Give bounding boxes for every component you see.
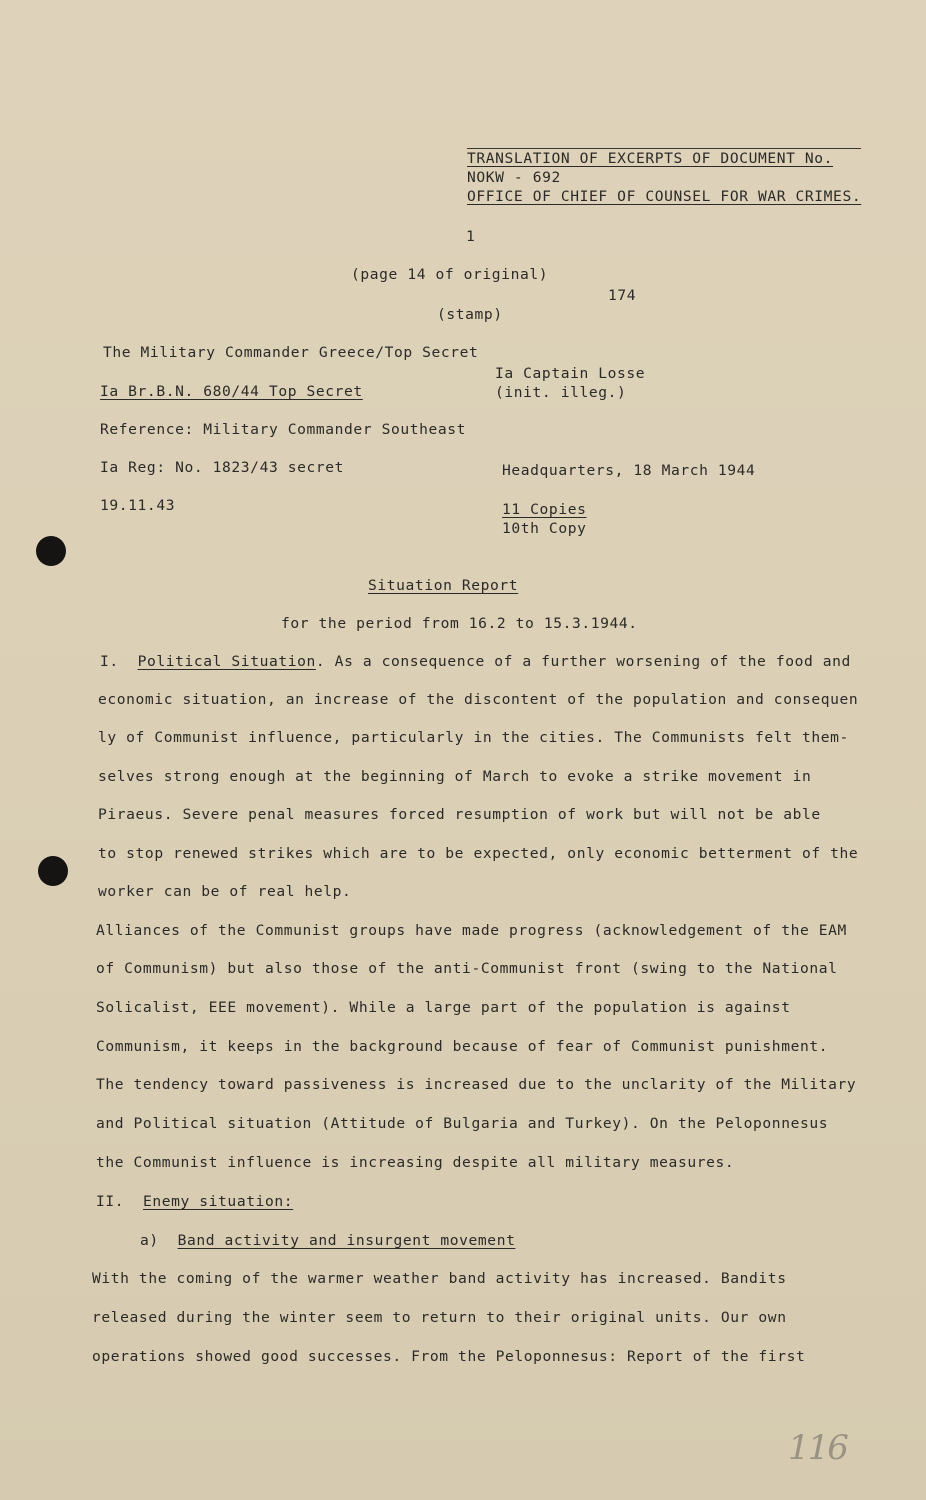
section-1-line-12: and Political situation (Attitude of Bulgaria and Turkey). On the Peloponnesus — [96, 1115, 829, 1132]
section-2-subheading: Band activity and insurgent movement — [177, 1232, 516, 1249]
header-line-1: TRANSLATION OF EXCERPTS OF DOCUMENT No. — [467, 150, 834, 167]
hq-date: Headquarters, 18 March 1944 — [502, 462, 756, 479]
page-of-original: (page 14 of original) — [351, 266, 549, 283]
section-2-subheading-line — [140, 1232, 515, 1250]
copy-number: 10th Copy — [502, 520, 587, 537]
pencil-page-mark: 116 — [788, 1428, 847, 1468]
section-1-line-2: ly of Communist influence, particularly in the cities. The Communists felt them- — [98, 729, 849, 746]
section-1-numeral: I. — [100, 653, 119, 670]
section-1-line-4: Piraeus. Severe penal measures forced resumption of work but will not be able — [98, 806, 821, 823]
section-1-heading: Political Situation — [137, 653, 316, 670]
copies: 11 Copies — [502, 501, 587, 518]
section-1-line-11: The tendency toward passiveness is increased due to the unclarity of the Military — [96, 1076, 857, 1093]
section-2-heading: Enemy situation: — [142, 1193, 294, 1210]
ref-date: 19.11.43 — [100, 497, 176, 514]
section-1-line-6: worker can be of real help. — [98, 883, 352, 900]
captain-line-1: Ia Captain Losse — [495, 365, 646, 382]
section-2-heading-line — [96, 1193, 293, 1211]
punch-hole-top — [36, 536, 66, 566]
header-line-3: OFFICE OF CHIEF OF COUNSEL FOR WAR CRIMES. — [467, 188, 862, 205]
section-2-line-2: operations showed good successes. From the Peloponnesus: Report of the first — [92, 1348, 806, 1365]
section-2-line-0: With the coming of the warmer weather band activity has increased. Bandits — [92, 1270, 787, 1287]
captain-line-2: (init. illeg.) — [495, 384, 627, 401]
section-2-sub-label: a) — [140, 1232, 159, 1249]
sender: The Military Commander Greece/Top Secret — [103, 344, 479, 361]
reg-number: Ia Br.B.N. 680/44 Top Secret — [100, 383, 363, 400]
report-period: for the period from 16.2 to 15.3.1944. — [281, 615, 638, 632]
section-1-line-8: of Communism) but also those of the anti-Communist front (swing to the National — [96, 960, 838, 977]
punch-hole-bottom — [38, 856, 68, 886]
section-1-line-3: selves strong enough at the beginning of March to evoke a strike movement in — [98, 768, 812, 785]
section-1-first-line — [100, 653, 851, 671]
section-1-line-1: economic situation, an increase of the discontent of the population and consequen — [98, 691, 859, 708]
section-1-line-0: . As a consequence of a further worsening of the food and — [315, 653, 851, 670]
section-1-line-5: to stop renewed strikes which are to be expected, only economic betterment of the — [98, 845, 859, 862]
page-number: 1 — [466, 228, 476, 245]
section-2-numeral: II. — [96, 1193, 125, 1210]
section-1-line-13: the Communist influence is increasing despite all military measures. — [96, 1154, 735, 1171]
section-1-line-10: Communism, it keeps in the background because of fear of Communist punishment. — [96, 1038, 829, 1055]
section-2-line-1: released during the winter seem to return to their original units. Our own — [92, 1309, 787, 1326]
reference: Reference: Military Commander Southeast — [100, 421, 467, 438]
section-1-line-9: Solicalist, EEE movement). While a large part of the population is against — [96, 999, 791, 1016]
header-rule — [467, 148, 861, 149]
stamp-label: (stamp) — [437, 306, 503, 323]
section-1-line-7: Alliances of the Communist groups have made progress (acknowledgement of the EAM — [96, 922, 847, 939]
stamp-number: 174 — [608, 287, 637, 304]
header-line-2: NOKW - 692 — [467, 169, 561, 186]
ia-reg: Ia Reg: No. 1823/43 secret — [100, 459, 345, 476]
report-title: Situation Report — [368, 577, 519, 594]
